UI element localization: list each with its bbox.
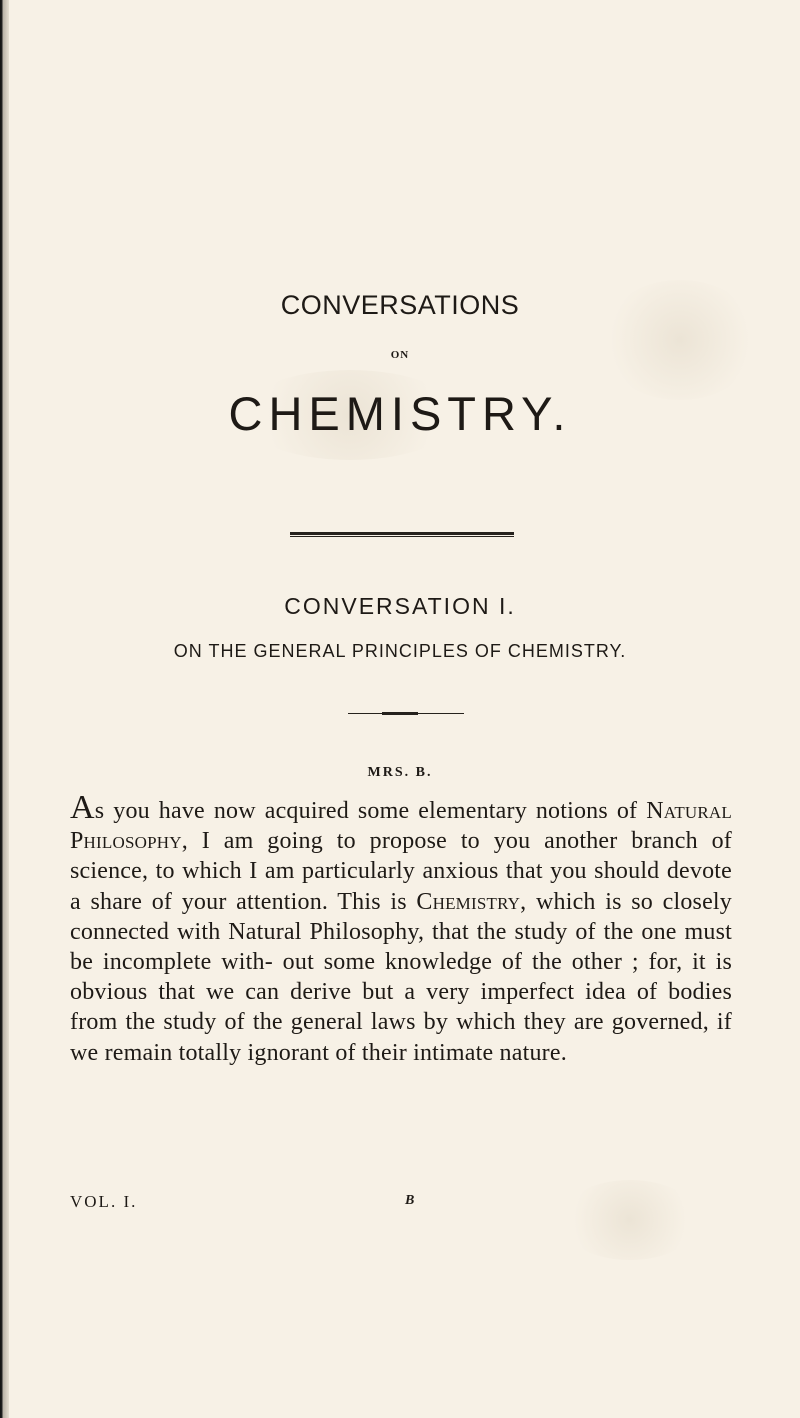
body-text-segment: s you have now acquired some elementary notions of (94, 798, 647, 824)
book-title-main: CHEMISTRY. (228, 387, 572, 440)
body-paragraph (70, 789, 732, 1068)
book-title-connector: ON (390, 349, 410, 361)
drop-letter: A (70, 789, 95, 826)
volume-marker: VOL. I. (70, 1192, 138, 1211)
chapter-subtitle: ON THE GENERAL PRINCIPLES OF CHEMISTRY. (173, 641, 627, 661)
book-title-line-1: CONVERSATIONS (280, 290, 520, 320)
title-double-rule (290, 532, 514, 538)
page-spine-edge (0, 0, 9, 1418)
body-text-segment: , which is so closely connected with Natural Philosophy, that the study of the one must be incomplete with- out some knowledge of the other ; for, it is obvious that we can derive but a very imperfect idea of bodies from the study of the general laws by which they are governed, if we remain totally ignorant of their intimate nature. (70, 888, 732, 1066)
chapter-heading: CONVERSATION I. (284, 593, 516, 619)
ornamental-rule (348, 712, 464, 716)
paper-stain (560, 1180, 700, 1260)
signature-mark: B (405, 1193, 415, 1208)
body-term-natural-philosophy: Natural Philosophy (70, 798, 732, 855)
body-term-chemistry: Chemistry (416, 888, 521, 915)
speaker-name: MRS. B. (367, 765, 433, 780)
body-text-segment: , I am going to propose to you another branch of science, to which I am particularly anxious that you should devote a share of your attention. This is (70, 828, 732, 915)
